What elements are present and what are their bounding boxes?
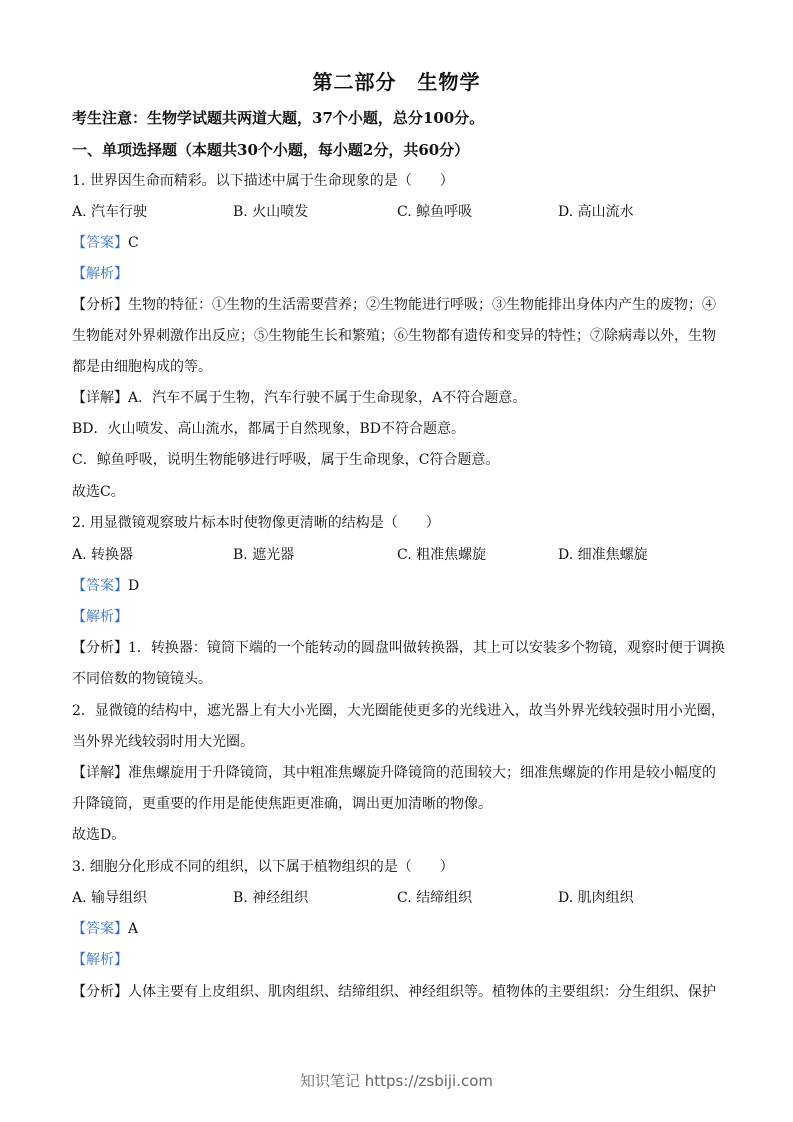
fenxi-label: 【分析】 [72,984,128,1000]
q1-xiangjie-line-2: BD．火山喷发、高山流水，都属于自然现象，BD不符合题意。 [72,421,466,437]
q1-option-b: B. 火山喷发 [233,204,309,220]
answer-value: D [128,578,140,594]
q2-answer [72,576,722,596]
q1-fenxi-line-2: 生物能对外界刺激作出反应；⑤生物能生长和繁殖；⑥生物都有遗传和变异的特性；⑦除病毒以外，生物 [72,328,716,344]
q2-fenxi-line-4: 当外界光线较弱时用大光圈。 [72,734,254,750]
q1-fenxi-line-1 [72,295,722,315]
fenxi-text: 1．转换器：镜筒下端的一个能转动的圆盘叫做转换器，其上可以安装多个物镜，观察时便于调换 [128,640,725,656]
q1-analysis-label: 【解析】 [72,266,128,282]
q3-fenxi-line-1 [72,982,722,1002]
q1-fenxi-line-3: 都是由细胞构成的等。 [72,359,212,375]
footer-watermark: 知识笔记 https://zsbiji.com [299,1072,494,1090]
q2-conclusion: 故选D。 [72,827,126,843]
q2-xiangjie-line-1 [72,763,722,783]
answer-value: C [128,235,139,251]
q3-option-c: C. 结缔组织 [397,890,473,906]
q3-analysis-label: 【解析】 [72,952,128,968]
q2-option-d: D. 细准焦螺旋 [558,547,648,563]
answer-label: 【答案】 [72,578,128,594]
q2-option-b: B. 遮光器 [233,547,295,563]
q1-conclusion: 故选C。 [72,484,125,500]
q2-fenxi-line-2: 不同倍数的物镜镜头。 [72,671,212,687]
q1-option-c: C. 鲸鱼呼吸 [397,204,473,220]
xiangjie-label: 【详解】 [72,765,128,781]
q2-analysis-label: 【解析】 [72,609,128,625]
q1-xiangjie-line-1 [72,388,722,408]
q1-option-a: A. 汽车行驶 [72,204,148,220]
q2-xiangjie-line-2: 升降镜筒，更重要的作用是能使焦距更准确，调出更加清晰的物像。 [72,796,492,812]
fenxi-label: 【分析】 [72,297,128,313]
answer-label: 【答案】 [72,921,128,937]
q3-answer [72,919,722,939]
q2-fenxi-line-1 [72,638,725,658]
q3-option-d: D. 肌肉组织 [558,890,634,906]
answer-value: A [128,921,139,937]
xiangjie-text: 准焦螺旋用于升降镜筒，其中粗准焦螺旋升降镜筒的范围较大；细准焦螺旋的作用是较小幅度的 [128,765,716,781]
xiangjie-label: 【详解】 [72,390,128,406]
q1-answer [72,233,722,253]
question-2-stem: 2. 用显微镜观察玻片标本时使物像更清晰的结构是（ ） [72,515,440,531]
q2-fenxi-line-3: 2．显微镜的结构中，遮光器上有大小光圈，大光圈能使更多的光线进入，故当外界光线较强时用小光圈， [72,703,725,719]
fenxi-text: 生物的特征：①生物的生活需要营养；②生物能进行呼吸；③生物能排出身体内产生的废物；④ [128,297,716,313]
q2-option-a: A. 转换器 [72,547,134,563]
fenxi-label: 【分析】 [72,640,128,656]
q3-option-a: A. 输导组织 [72,890,148,906]
q1-xiangjie-line-3: C．鲸鱼呼吸，说明生物能够进行呼吸，属于生命现象，C符合题意。 [72,452,500,468]
page-title: 第二部分 生物学 [312,70,481,94]
q2-option-c: C. 粗准焦螺旋 [397,547,487,563]
section-heading: 一、单项选择题（本题共30个小题，每小题2分，共60分） [72,141,470,159]
exam-notice: 考生注意：生物学试题共两道大题，37个小题，总分100分。 [72,109,485,127]
q1-option-d: D. 高山流水 [558,204,634,220]
question-3-stem: 3. 细胞分化形成不同的组织，以下属于植物组织的是（ ） [72,859,454,875]
answer-label: 【答案】 [72,235,128,251]
fenxi-text: 人体主要有上皮组织、肌肉组织、结缔组织、神经组织等。植物体的主要组织：分生组织、保护 [128,984,716,1000]
q3-option-b: B. 神经组织 [233,890,309,906]
xiangjie-text: A．汽车不属于生物，汽车行驶不属于生命现象，A不符合题意。 [128,390,527,406]
question-1-stem: 1. 世界因生命而精彩。以下描述中属于生命现象的是（ ） [72,173,454,189]
